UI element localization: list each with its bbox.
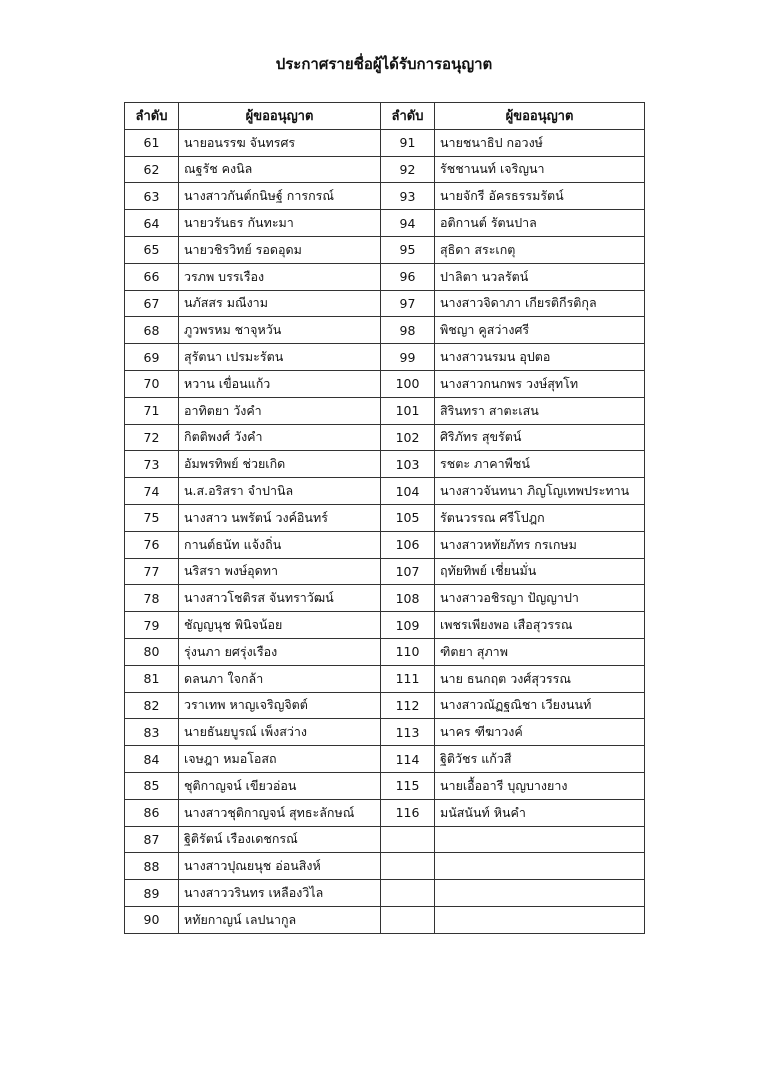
right-order-number: 103 <box>381 451 435 478</box>
right-applicant-name: นางสาวณัฏฐณิชา เวียงนนท์ <box>435 692 645 719</box>
right-applicant-name: ฐิติวัชร แก้วสี <box>435 746 645 773</box>
left-order-number: 89 <box>125 880 179 907</box>
right-applicant-name: เพชรเพียงพอ เสือสุวรรณ <box>435 612 645 639</box>
right-order-number <box>381 853 435 880</box>
table-row <box>125 263 645 290</box>
table-row <box>125 397 645 424</box>
order-header-left: ลำดับ <box>125 103 179 130</box>
left-applicant-name: นายธันยบูรณ์ เพ็งสว่าง <box>179 719 381 746</box>
right-order-number <box>381 826 435 853</box>
left-order-number: 84 <box>125 746 179 773</box>
table-row <box>125 906 645 933</box>
right-order-number: 106 <box>381 531 435 558</box>
right-order-number: 109 <box>381 612 435 639</box>
left-applicant-name: รุ่งนภา ยศรุ่งเรือง <box>179 638 381 665</box>
left-applicant-name: วรภพ บรรเรือง <box>179 263 381 290</box>
table-row <box>125 236 645 263</box>
table-row <box>125 156 645 183</box>
right-applicant-name: ปาลิตา นวลรัตน์ <box>435 263 645 290</box>
right-order-number: 94 <box>381 210 435 237</box>
table-row <box>125 612 645 639</box>
right-order-number: 102 <box>381 424 435 451</box>
left-order-number: 64 <box>125 210 179 237</box>
table-row <box>125 370 645 397</box>
right-order-number: 98 <box>381 317 435 344</box>
left-order-number: 67 <box>125 290 179 317</box>
right-applicant-name <box>435 906 645 933</box>
right-applicant-name: รัชชานนท์ เจริญนา <box>435 156 645 183</box>
table-header-row <box>125 103 645 130</box>
left-applicant-name: นภัสสร มณีงาม <box>179 290 381 317</box>
left-order-number: 72 <box>125 424 179 451</box>
right-order-number: 93 <box>381 183 435 210</box>
left-order-number: 78 <box>125 585 179 612</box>
table-row <box>125 210 645 237</box>
table-row <box>125 478 645 505</box>
left-applicant-name: นางสาววรินทร เหลืองวิไล <box>179 880 381 907</box>
left-applicant-name: นายวชิรวิทย์ รอดอุดม <box>179 236 381 263</box>
left-order-number: 62 <box>125 156 179 183</box>
left-applicant-name: หทัยกาญน์ เลปนากูล <box>179 906 381 933</box>
right-order-number: 96 <box>381 263 435 290</box>
left-applicant-name: ฐิติรัตน์ เรืองเดชกรณ์ <box>179 826 381 853</box>
table-row <box>125 504 645 531</box>
left-order-number: 88 <box>125 853 179 880</box>
left-order-number: 77 <box>125 558 179 585</box>
left-applicant-name: นางสาวกันต์กนิษฐ์ การกรณ์ <box>179 183 381 210</box>
left-applicant-name: สุรัตนา เปรมะรัตน <box>179 344 381 371</box>
left-order-number: 74 <box>125 478 179 505</box>
left-order-number: 69 <box>125 344 179 371</box>
left-order-number: 82 <box>125 692 179 719</box>
right-applicant-name: พิชญา คูสว่างศรี <box>435 317 645 344</box>
left-order-number: 65 <box>125 236 179 263</box>
left-applicant-name: ณฐรัช คงนิล <box>179 156 381 183</box>
table-row <box>125 290 645 317</box>
left-applicant-name: เจษฎา หมอโอสถ <box>179 746 381 773</box>
permit-roster-table <box>124 102 645 934</box>
right-order-number: 91 <box>381 129 435 156</box>
left-order-number: 70 <box>125 370 179 397</box>
right-order-number: 97 <box>381 290 435 317</box>
right-applicant-name: รัตนวรรณ ศรีโปฎก <box>435 504 645 531</box>
left-applicant-name: วราเทพ หาญเจริญจิตต์ <box>179 692 381 719</box>
left-order-number: 68 <box>125 317 179 344</box>
left-applicant-name: นริสรา พงษ์อุดทา <box>179 558 381 585</box>
right-applicant-name: สุธิดา สระเกตุ <box>435 236 645 263</box>
right-order-number: 101 <box>381 397 435 424</box>
right-applicant-name: นางสาวนรมน อุปตอ <box>435 344 645 371</box>
right-order-number: 105 <box>381 504 435 531</box>
table-row <box>125 772 645 799</box>
table-row <box>125 424 645 451</box>
right-applicant-name: ฑิตยา สุภาพ <box>435 638 645 665</box>
right-order-number <box>381 906 435 933</box>
left-order-number: 87 <box>125 826 179 853</box>
right-applicant-name: นางสาวกนกพร วงษ์สุทโท <box>435 370 645 397</box>
left-applicant-name: ชุติกาญจน์ เขียวอ่อน <box>179 772 381 799</box>
right-order-number: 104 <box>381 478 435 505</box>
left-applicant-name: อัมพรทิพย์ ช่วยเกิด <box>179 451 381 478</box>
applicant-header-left: ผู้ขออนุญาต <box>179 103 381 130</box>
right-order-number: 111 <box>381 665 435 692</box>
left-applicant-name: นายอนรรฆ จันทรศร <box>179 129 381 156</box>
right-order-number: 100 <box>381 370 435 397</box>
left-order-number: 71 <box>125 397 179 424</box>
left-applicant-name: ดลนภา ใจกล้า <box>179 665 381 692</box>
applicant-header-right: ผู้ขออนุญาต <box>435 103 645 130</box>
right-applicant-name: มนัสนันท์ หินคำ <box>435 799 645 826</box>
right-applicant-name: ฤทัยทิพย์ เชี่ยนมั่น <box>435 558 645 585</box>
left-applicant-name: นางสาวชุติกาญจน์ สุทธะลักษณ์ <box>179 799 381 826</box>
right-applicant-name: อติกานต์ รัตนปาล <box>435 210 645 237</box>
right-order-number: 108 <box>381 585 435 612</box>
right-order-number: 99 <box>381 344 435 371</box>
right-applicant-name: นายชนาธิป กอวงษ์ <box>435 129 645 156</box>
right-applicant-name: นายจักรี อัครธรรมรัตน์ <box>435 183 645 210</box>
table-row <box>125 638 645 665</box>
right-order-number: 114 <box>381 746 435 773</box>
table-row <box>125 451 645 478</box>
table-row <box>125 344 645 371</box>
right-applicant-name: นายเอื้ออารี บุญบางยาง <box>435 772 645 799</box>
page-title: ประกาศรายชื่อผู้ได้รับการอนุญาต <box>275 55 493 73</box>
left-applicant-name: ภูวพรหม ชาจุหวัน <box>179 317 381 344</box>
right-applicant-name <box>435 853 645 880</box>
left-order-number: 85 <box>125 772 179 799</box>
left-applicant-name: หวาน เขื่อนแก้ว <box>179 370 381 397</box>
right-order-number: 116 <box>381 799 435 826</box>
right-applicant-name: นางสาวจิดาภา เกียรติกีรติกุล <box>435 290 645 317</box>
right-order-number: 113 <box>381 719 435 746</box>
right-order-number: 107 <box>381 558 435 585</box>
right-order-number: 110 <box>381 638 435 665</box>
left-order-number: 76 <box>125 531 179 558</box>
table-row <box>125 129 645 156</box>
left-applicant-name: นางสาวปุณยนุช อ่อนสิงห์ <box>179 853 381 880</box>
left-order-number: 81 <box>125 665 179 692</box>
left-order-number: 90 <box>125 906 179 933</box>
right-applicant-name <box>435 826 645 853</box>
left-order-number: 86 <box>125 799 179 826</box>
table-row <box>125 558 645 585</box>
table-row <box>125 746 645 773</box>
right-order-number <box>381 880 435 907</box>
left-applicant-name: กิตติพงศ์ วังคำ <box>179 424 381 451</box>
left-order-number: 79 <box>125 612 179 639</box>
left-order-number: 63 <box>125 183 179 210</box>
right-applicant-name: รชตะ ภาคาพืชน์ <box>435 451 645 478</box>
left-order-number: 66 <box>125 263 179 290</box>
left-order-number: 75 <box>125 504 179 531</box>
left-applicant-name: นางสาวโชติรส จันทราวัฒน์ <box>179 585 381 612</box>
table-row <box>125 692 645 719</box>
table-row <box>125 799 645 826</box>
right-order-number: 95 <box>381 236 435 263</box>
table-row <box>125 853 645 880</box>
table-row <box>125 719 645 746</box>
left-order-number: 61 <box>125 129 179 156</box>
table-row <box>125 585 645 612</box>
table-row <box>125 531 645 558</box>
left-applicant-name: นายวรันธร กันทะมา <box>179 210 381 237</box>
left-applicant-name: ชัญญนุช พินิจน้อย <box>179 612 381 639</box>
right-applicant-name: สิรินทรา สาตะเสน <box>435 397 645 424</box>
left-applicant-name: กานต์ธนัท แจ้งถิ่น <box>179 531 381 558</box>
right-applicant-name: นาคร ฑีฆาวงค์ <box>435 719 645 746</box>
right-order-number: 112 <box>381 692 435 719</box>
left-order-number: 83 <box>125 719 179 746</box>
right-applicant-name <box>435 880 645 907</box>
table-row <box>125 880 645 907</box>
table-row <box>125 317 645 344</box>
left-applicant-name: นางสาว นพรัตน์ วงค์อินทร์ <box>179 504 381 531</box>
left-order-number: 73 <box>125 451 179 478</box>
left-order-number: 80 <box>125 638 179 665</box>
right-order-number: 115 <box>381 772 435 799</box>
left-applicant-name: อาทิตยา วังคำ <box>179 397 381 424</box>
right-applicant-name: ศิริภัทร สุขรัตน์ <box>435 424 645 451</box>
right-applicant-name: นางสาวอชิรญา ปัญญาปา <box>435 585 645 612</box>
table-row <box>125 183 645 210</box>
table-row <box>125 826 645 853</box>
right-applicant-name: นางสาวจันทนา ภิญโญเทพประทาน <box>435 478 645 505</box>
right-order-number: 92 <box>381 156 435 183</box>
right-applicant-name: นางสาวหทัยภัทร กรเกษม <box>435 531 645 558</box>
right-applicant-name: นาย ธนกฤต วงศ์สุวรรณ <box>435 665 645 692</box>
left-applicant-name: น.ส.อริสรา จำปานิล <box>179 478 381 505</box>
order-header-right: ลำดับ <box>381 103 435 130</box>
table-row <box>125 665 645 692</box>
